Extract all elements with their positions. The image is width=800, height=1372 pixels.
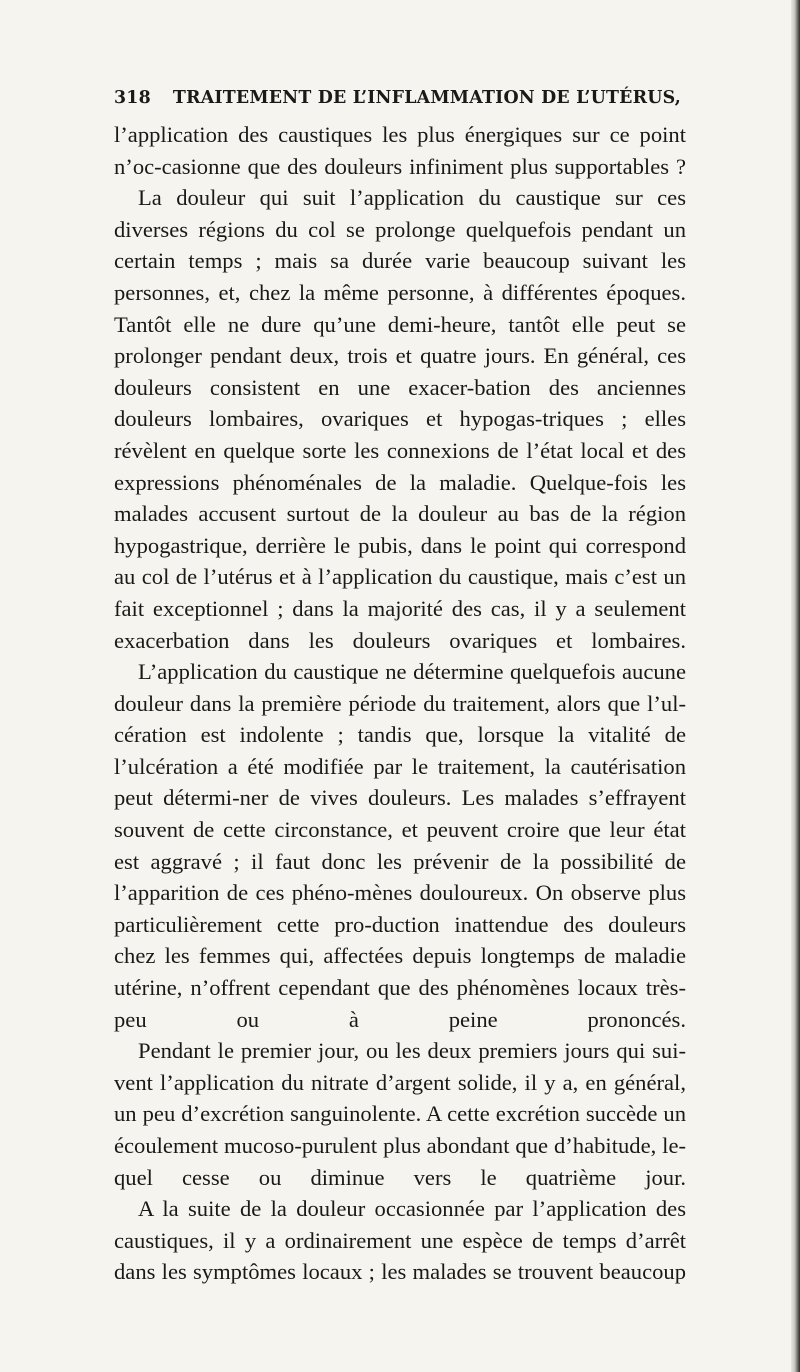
body-text bbox=[114, 119, 686, 1288]
running-title: TRAITEMENT DE L’INFLAMMATION DE L’UTÉRUS, bbox=[172, 88, 682, 108]
paragraph-absence-douleur: L’application du caustique ne détermine quelquefois aucune douleur dans la première période du traitement, alors que l’ul-cération est indolente ; tandis que, lorsque la vitalité de l’ulcération a été modifiée par le traitement, la cautérisation peut détermi-ner de vives douleurs. Les malades s’effrayent souvent de cette circonstance, et peuvent croire que leur état est aggravé ; il faut donc les prévenir de la possibilité de l’apparition de ces phéno-mènes douloureux. On observe plus particulièrement cette pro-duction inattendue des douleurs chez les femmes qui, affectées depuis longtemps de maladie utérine, n’offrent cependant que des phénomènes locaux très-peu ou à peine prononcés. bbox=[114, 659, 686, 1032]
paragraph-continuation: l’application des caustiques les plus énergiques sur ce point n’oc-casionne que des douleurs infiniment plus supportables ? bbox=[114, 122, 686, 179]
page-edge-shadow bbox=[791, 0, 800, 1372]
running-head bbox=[114, 88, 684, 108]
paragraph-excretion: Pendant le premier jour, ou les deux premiers jours qui sui-vent l’application du nitrate d’argent solide, il y a, en général, un peu d’excrétion sanguinolente. A cette excrétion succède un écoulement mucoso-purulent plus abondant que d’habitude, le-quel cesse ou diminue vers le quatrième jour. bbox=[114, 1038, 686, 1190]
paragraph-temps-arret: A la suite de la douleur occasionnée par l’application des caustiques, il y a ordinairement une espèce de temps d’arrêt dans les symptômes locaux ; les malades se trouvent beaucoup bbox=[114, 1196, 686, 1285]
page-number: 318 bbox=[114, 88, 151, 108]
paragraph-douleur-duree: La douleur qui suit l’application du caustique sur ces diverses régions du col se prolonge quelquefois pendant un certain temps ; mais sa durée varie beaucoup suivant les personnes, et, chez la même personne, à différentes époques. Tantôt elle ne dure qu’une demi-heure, tantôt elle peut se prolonger pendant deux, trois et quatre jours. En général, ces douleurs consistent en une exacer-bation des anciennes douleurs lombaires, ovariques et hypogas-triques ; elles révèlent en quelque sorte les connexions de l’état local et des expressions phénoménales de la maladie. Quelque-fois les malades accusent surtout de la douleur au bas de la région hypogastrique, derrière le pubis, dans le point qui correspond au col de l’utérus et à l’application du caustique, mais c’est un fait exceptionnel ; dans la majorité des cas, il y a seulement exacerbation dans les douleurs ovariques et lombaires. bbox=[114, 185, 686, 653]
